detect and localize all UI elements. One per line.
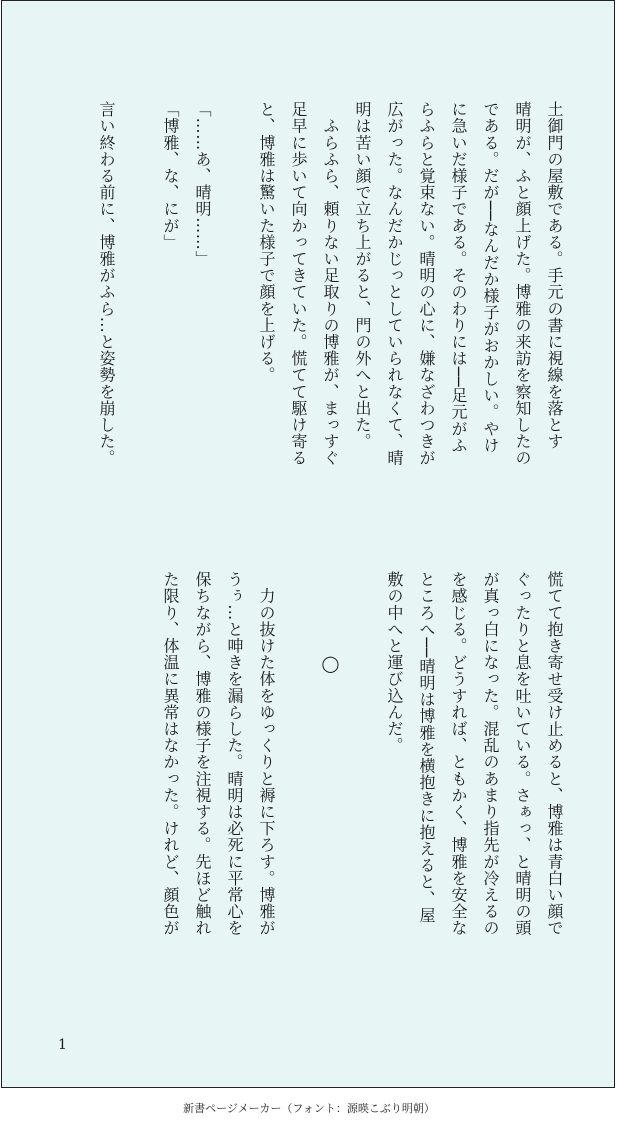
upper-text-block: 土御門の屋敷である。手元の書に視線を落とす 晴明が、ふと顔上げた。博雅の来訪を察知したの である。だが──なんだか様子がおかしい。やけ に急いだ様子である。そのわりには──足元がふ らふらと覚束ない。晴明の心に、嫌なざわつきが 広がった。なんだかじっとしていられなくて、晴 明は苦い顔で立ち上がると、門の外へと出た。 ふらふら、頼りない足取りの博雅が、まっすぐ 足早に歩いて向かってきていた。慌てて駆け寄る と、博雅は驚いた様子で顔を上げる。 「……あ、晴明……」 「博雅、な、にが」 言い終わる前に、博雅がふら…と姿勢を崩した。 xyxy=(97,101,564,467)
page-number: 1 xyxy=(58,1037,67,1053)
lower-text-block: 慌てて抱き寄せ受け止めると、博雅は青白い顔で ぐったりと息を吐いている。さぁっ、と晴明の頭 が真っ白になった。混乱のあまり指先が冷えるの を感じる。どうすれば、ともかく、博雅を安全な ところへ──晴明は博雅を横抱きに抱えると、屋 敷の中へと運び込んだ。 ◯ 力の抜けた体をゆっくりと褥に下ろす。博雅が うぅ…と呻きを漏らした。晴明は必死に平常心を 保ちながら、博雅の様子を注視する。先ほど触れ た限り、体温に異常はなかった。けれど、顔色が xyxy=(161,571,564,937)
footer-credit: 新書ページメーカー（フォント：源暎こぶり明朝） xyxy=(183,1102,435,1115)
page-sheet xyxy=(1,0,615,1088)
